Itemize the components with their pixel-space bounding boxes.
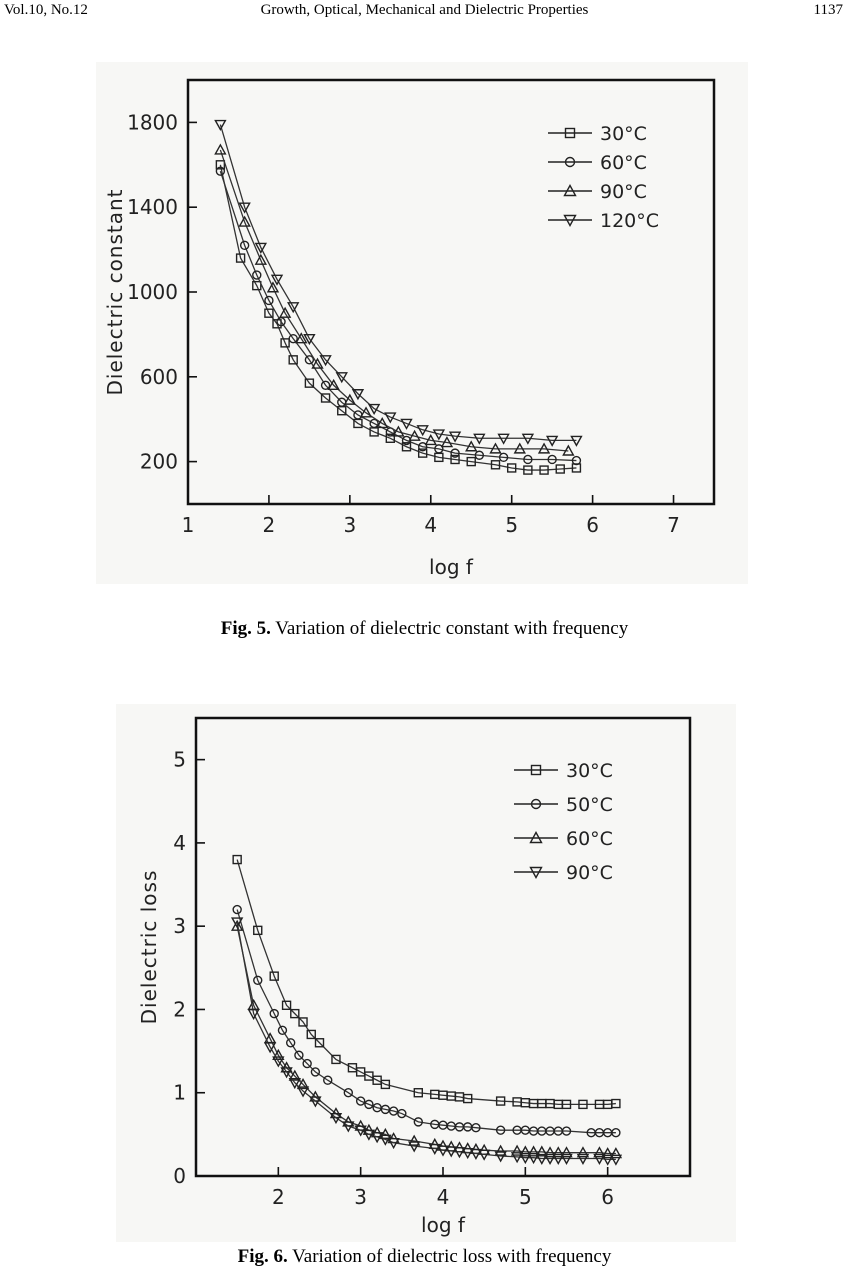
- fig5-x-tick-label: 5: [505, 513, 519, 537]
- fig6-legend-label: 90°C: [566, 862, 613, 884]
- figure-6-caption-text: Variation of dielectric loss with frequency: [287, 1246, 612, 1267]
- fig6-x-tick-label: 6: [601, 1185, 615, 1209]
- fig6-x-axis-label: log f: [421, 1213, 465, 1237]
- figure-5-caption-text: Variation of dielectric constant with frequency: [270, 618, 629, 639]
- figure-6-chart: [116, 704, 736, 1242]
- fig6-legend: [514, 760, 613, 884]
- fig6-y-axis-label: Dielectric loss: [137, 869, 161, 1025]
- fig5-data-point: [215, 145, 225, 154]
- fig6-legend-label: 60°C: [566, 828, 613, 850]
- figure-6-caption-label: Fig. 6.: [237, 1246, 288, 1267]
- fig5-series-line: [220, 165, 576, 470]
- fig6-y-tick-label: 5: [173, 747, 186, 772]
- fig5-series-line: [220, 171, 576, 460]
- fig5-x-tick-label: 6: [586, 513, 599, 537]
- running-header-title: Growth, Optical, Mechanical and Dielectric Properties: [260, 2, 589, 18]
- fig5-legend: [548, 123, 659, 232]
- fig5-y-tick-label: 1000: [127, 280, 178, 304]
- fig6-y-tick-label: 1: [173, 1080, 186, 1105]
- figure-6-caption: [0, 1246, 849, 1268]
- fig5-x-tick-label: 2: [262, 513, 276, 537]
- fig5-x-tick-label: 1: [181, 513, 195, 537]
- fig6-x-tick-label: 2: [271, 1185, 285, 1209]
- figure-5-caption: [0, 618, 849, 640]
- fig6-legend-label: 50°C: [566, 794, 613, 816]
- fig5-y-tick-label: 1400: [127, 195, 178, 220]
- fig6-data-point: [233, 856, 241, 864]
- fig6-x-tick-label: 3: [354, 1185, 368, 1209]
- fig5-x-axis-label: log f: [429, 555, 473, 579]
- fig5-legend-label: 90°C: [600, 181, 647, 203]
- fig6-y-tick-label: 3: [173, 914, 186, 939]
- figure-5-chart-panel: [96, 62, 748, 584]
- fig5-legend-label: 30°C: [600, 123, 647, 145]
- fig6-x-tick-label: 4: [436, 1185, 450, 1209]
- fig6-y-tick-label: 2: [173, 997, 186, 1022]
- fig5-series-line: [220, 125, 576, 441]
- fig5-x-tick-label: 3: [343, 513, 357, 537]
- fig5-y-tick-label: 200: [139, 449, 178, 474]
- fig6-series-line: [237, 910, 616, 1133]
- fig6-series-3: [232, 918, 621, 1164]
- fig5-x-tick-label: 7: [667, 513, 680, 537]
- fig6-y-tick-label: 0: [173, 1164, 186, 1188]
- fig5-y-axis-label: Dielectric constant: [103, 188, 127, 396]
- fig5-legend-label: 120°C: [600, 210, 660, 232]
- figure-5-caption-label: Fig. 5.: [220, 618, 271, 639]
- figure-6-chart-panel: [116, 704, 736, 1242]
- figure-5-chart: [96, 62, 748, 584]
- fig5-x-tick-label: 4: [424, 513, 438, 537]
- fig6-y-tick-label: 4: [173, 830, 186, 855]
- fig6-legend-label: 30°C: [566, 760, 613, 782]
- fig5-legend-label: 60°C: [600, 152, 647, 174]
- fig6-series-line: [237, 860, 616, 1105]
- page-number: 1137: [813, 2, 843, 18]
- fig6-x-tick-label: 5: [518, 1185, 532, 1209]
- fig5-y-tick-label: 600: [139, 364, 178, 389]
- fig5-y-tick-label: 1800: [127, 110, 178, 135]
- running-header-volume: Vol.10, No.12: [4, 2, 88, 18]
